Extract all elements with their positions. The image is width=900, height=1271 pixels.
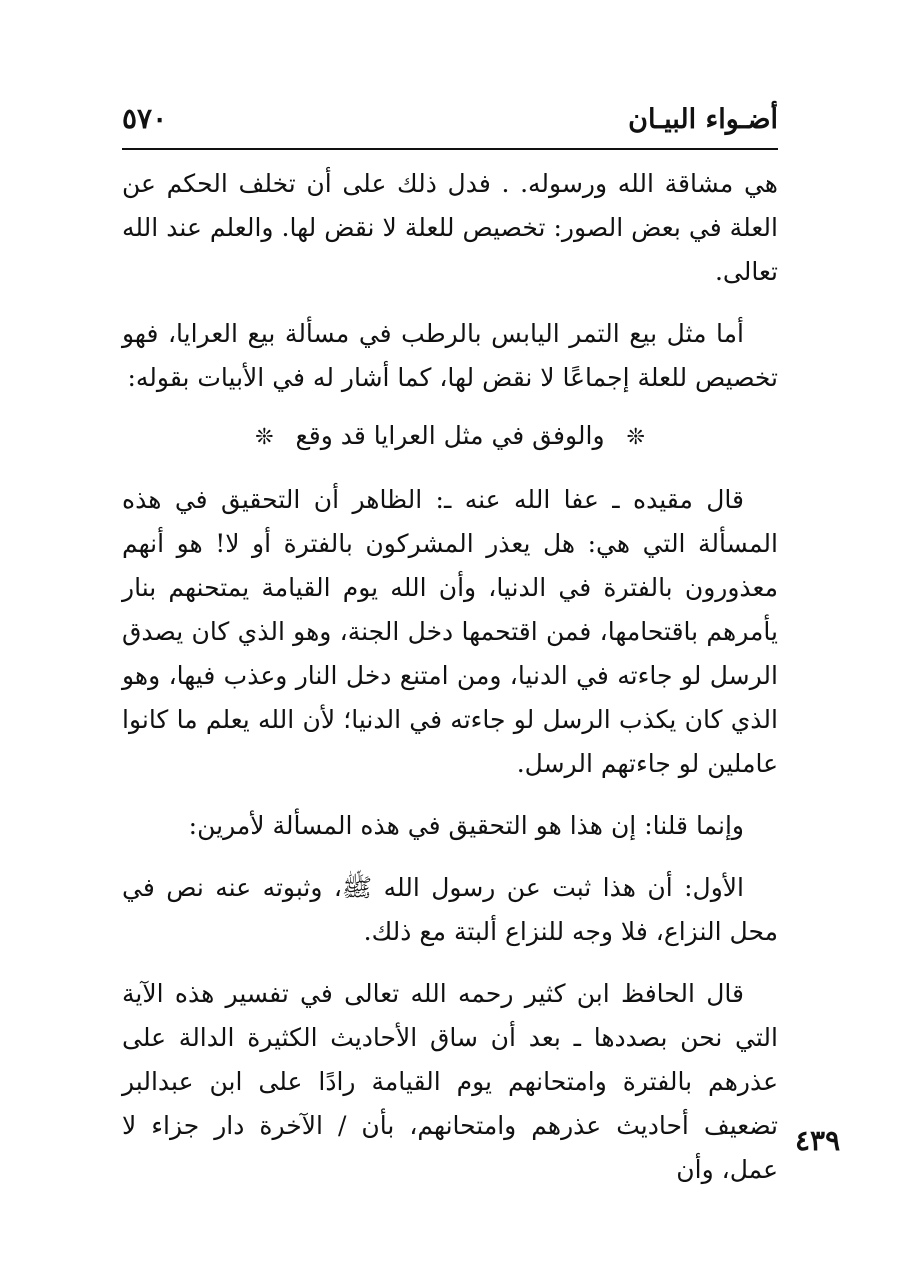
paragraph-3: قال مقيده ـ عفا الله عنه ـ: الظاهر أن التحقيق في هذه المسألة التي هي: هل يعذر المشركون بالفترة أو لا! هو أنهم معذورون بالفترة في الدنيا، وأن الله يوم القيامة يمتحنهم بنار يأمرهم باقتحامها، فمن اقتحمها دخل الجنة، وهو الذي كان يصدق الرسل لو جاءته في الدنيا، ومن امتنع دخل النار وعذب فيها، وهو الذي كان يكذب الرسل لو جاءته في الدنيا؛ لأن الله يعلم ما كانوا عاملين لو جاءتهم الرسل. [122, 485, 778, 778]
poem-verse [122, 414, 778, 460]
verse-text: والوفق في مثل العرايا قد وقع [295, 421, 605, 450]
page-number: ٥٧٠ [122, 102, 168, 135]
ornament-star-icon: ❊ [255, 425, 274, 450]
paragraph-5: الأول: أن هذا ثبت عن رسول الله ﷺ، وثبوته عنه نص في محل النزاع، فلا وجه للنزاع ألبتة مع ذلك. [122, 873, 778, 946]
paragraph-6: قال الحافظ ابن كثير رحمه الله تعالى في تفسير هذه الآية التي نحن بصددها ـ بعد أن ساق الأحاديث الكثيرة الدالة على عذرهم بالفترة وامتحانهم يوم القيامة رادًا على ابن عبدالبر تضعيف أحاديث عذرهم وامتحانهم، بأن / الآخرة دار جزاء لا عمل، وأن [122, 979, 778, 1184]
paragraph-2: أما مثل بيع التمر اليابس بالرطب في مسألة بيع العرايا، فهو تخصيص للعلة إجماعًا لا نقض لها، كما أشار له في الأبيات بقوله: [122, 319, 778, 392]
ornament-star-icon: ❊ [626, 425, 645, 450]
page [122, 96, 778, 1192]
page-body [122, 150, 778, 1192]
running-header [122, 96, 778, 150]
margin-page-reference: ٤٣٩ [795, 1124, 841, 1157]
paragraph-1: هي مشاقة الله ورسوله. . فدل ذلك على أن تخلف الحكم عن العلة في بعض الصور: تخصيص للعلة لا نقض لها. والعلم عند الله تعالى. [122, 169, 778, 286]
paragraph-4: وإنما قلنا: إن هذا هو التحقيق في هذه المسألة لأمرين: [188, 811, 744, 840]
book-title: أضـواء البيـان [628, 104, 778, 135]
